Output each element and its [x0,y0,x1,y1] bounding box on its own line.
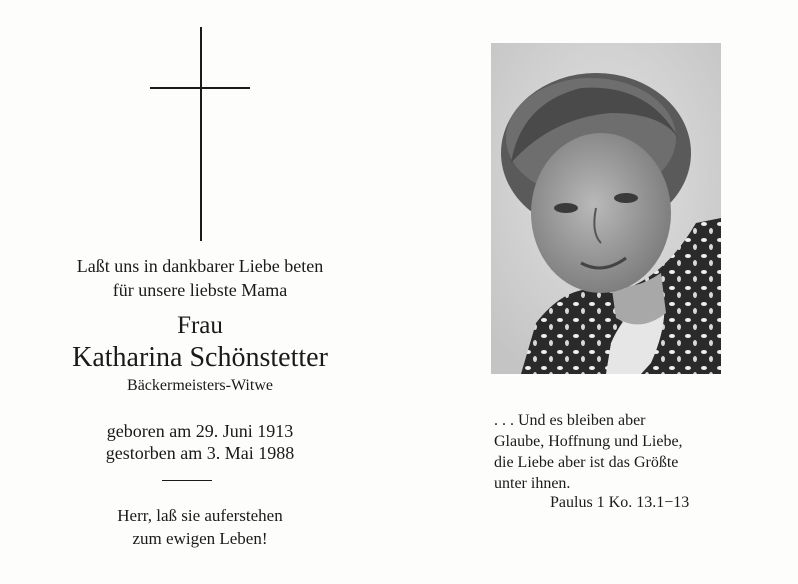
occupation: Bäckermeisters-Witwe [127,377,273,394]
prayer-line: zum ewigen Leben! [132,529,268,548]
death-date: gestorben am 3. Mai 1988 [105,443,295,463]
cross-icon [150,27,250,241]
quote-line: unter ihnen. [494,475,571,492]
prayer-line: Herr, laß sie auferstehen [117,506,283,525]
intro-text [0,254,400,302]
quote-source: Paulus 1 Ko. 13.1−13 [550,494,690,511]
portrait-photo [491,43,721,374]
prayer [0,504,400,550]
honorific: Frau [177,312,223,339]
quote-line: . . . Und es bleiben aber [494,412,646,429]
birth-date: geboren am 29. Juni 1913 [106,421,294,441]
bible-quote [494,410,724,494]
quote-line: Glaube, Hoffnung und Liebe, [494,433,683,450]
life-dates [0,420,400,464]
deceased-name: Katharina Schönstetter [72,342,328,373]
quote-line: die Liebe aber ist das Größte [494,454,679,471]
divider [162,480,212,481]
intro-line: Laßt uns in dankbarer Liebe beten [76,256,324,276]
intro-line: für unsere liebste Mama [112,280,288,300]
